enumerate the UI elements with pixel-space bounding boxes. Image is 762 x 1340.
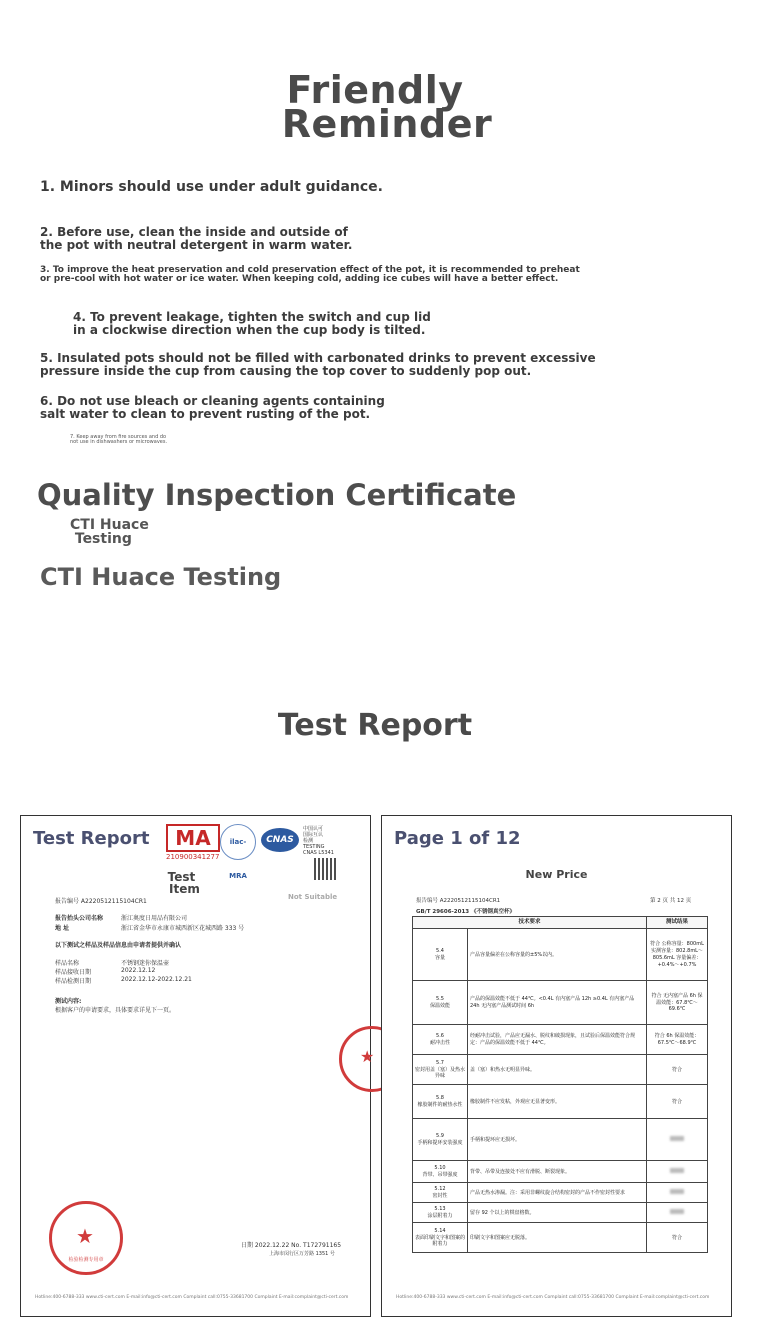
reminder-item-6 bbox=[40, 395, 385, 420]
received-date-label: 样品接收日期 bbox=[55, 969, 92, 976]
issue-date-line: 日期 2022.12.22 No. T172791165 bbox=[241, 1242, 342, 1249]
row-requirement: 经耐冲击试验，产品应无漏水、脱纹和破损现象，且试验后保温效能符合规定：产品的保温效能不低于 44℃。 bbox=[468, 1025, 647, 1055]
star-icon: ★ bbox=[76, 1224, 94, 1248]
row-requirement: 产品的保温效能不低于 44℃。<0.4L 有内塞产品 12h ≥0.4L 有内塞产品 24h 无内塞产品测试时间 6h bbox=[468, 981, 647, 1025]
report-footer: Hotline:400-6788-333 www.cti-cert.com E-mail:info@cti-cert.com Complaint call:0755-33681700 Complaint E-mail:complaint@cti-cert.com bbox=[35, 1295, 349, 1300]
reminder-item-4-line1: 4. To prevent leakage, tighten the switch and cup lid bbox=[73, 310, 431, 324]
received-date-value: 2022.12.12 bbox=[121, 967, 156, 974]
inspection-seal-stamp bbox=[49, 1201, 123, 1275]
row-requirement: 印刷文字和图案应无脱落。 bbox=[468, 1223, 647, 1253]
cnas-text-line: 国际互认 bbox=[303, 832, 324, 838]
reminder-item-6-line2: salt water to clean to prevent rusting of the pot. bbox=[40, 406, 371, 421]
row-result: 符合 公称容量：800mL 实测容量：802.8mL～805.6mL 容量偏差：+0.4%～+0.7% bbox=[647, 929, 708, 981]
reminder-item-7-line2: not use in dishwashers or microwaves. bbox=[70, 439, 168, 446]
test-report-heading: Test Report bbox=[277, 708, 473, 743]
row-result: 符合 bbox=[647, 1223, 708, 1253]
reminder-item-4-line2: in a clockwise direction when the cup body is tilted. bbox=[73, 322, 426, 337]
reminder-item-3-line2: or pre-cool with hot water or ice water. When keeping cold, adding ice cubes will have a better effect. bbox=[40, 274, 559, 285]
reminder-item-5 bbox=[40, 352, 596, 377]
table-row bbox=[413, 1203, 708, 1223]
row-requirement: 盖（塞）和热水无明显异味。 bbox=[468, 1055, 647, 1085]
col-header-requirement: 技术要求 bbox=[413, 917, 647, 929]
redacted-result bbox=[670, 1168, 684, 1173]
row-clause: 5.6 耐冲击性 bbox=[413, 1025, 468, 1055]
row-result: 符合 无内塞产品 6h 保温效能：67.8℃～69.6℃ bbox=[647, 981, 708, 1025]
star-icon: ★ bbox=[360, 1047, 375, 1066]
page-count: 第 2 页 共 12 页 bbox=[650, 898, 692, 904]
cnas-logo: CNAS bbox=[261, 828, 299, 852]
test-content-label: 测试内容: bbox=[55, 998, 82, 1005]
row-clause: 5.4 容量 bbox=[413, 929, 468, 981]
redacted-result bbox=[670, 1189, 684, 1194]
tested-date-value: 2022.12.12-2022.12.21 bbox=[121, 976, 192, 983]
table-row bbox=[413, 1055, 708, 1085]
standard-label: GB/T 29606-2013 《不锈钢真空杯》 bbox=[416, 909, 516, 915]
row-result: 符合 bbox=[647, 1085, 708, 1119]
col-header-result: 测试结果 bbox=[647, 917, 708, 929]
report-cover-title: Test Report bbox=[33, 828, 150, 849]
row-clause: 5.8 橡胶制件的耐热水性 bbox=[413, 1085, 468, 1119]
row-clause: 5.12 密封性 bbox=[413, 1183, 468, 1203]
row-result bbox=[647, 1119, 708, 1161]
reminder-item-3-line1: 3. To improve the heat preservation and cold preservation effect of the pot, it is recommended to preheat bbox=[40, 265, 580, 275]
redacted-result bbox=[670, 1136, 684, 1141]
address-label: 地 址 bbox=[55, 925, 70, 932]
certificate-heading: Quality Inspection Certificate bbox=[37, 478, 517, 512]
reminder-item-1 bbox=[40, 180, 383, 195]
redacted-result bbox=[670, 1209, 684, 1214]
spec-table bbox=[412, 916, 708, 1253]
row-requirement: 手柄和提环应无损坏。 bbox=[468, 1119, 647, 1161]
qr-code-icon bbox=[314, 858, 336, 880]
test-item-line1: Test bbox=[167, 870, 196, 884]
reminder-item-3 bbox=[40, 266, 580, 285]
reminder-item-4 bbox=[73, 311, 431, 336]
client-value: 浙江奥度日用品有限公司 bbox=[121, 915, 188, 922]
row-clause: 5.10 背带、吊带强度 bbox=[413, 1161, 468, 1183]
table-row bbox=[413, 1161, 708, 1183]
spec-table-header bbox=[413, 917, 708, 929]
row-clause: 5.13 涂层附着力 bbox=[413, 1203, 468, 1223]
reminder-item-7-line1: 7. Keep away from fire sources and do bbox=[70, 434, 167, 440]
lab-address-line: 上海市闵行区万芳路 1351 号 bbox=[269, 1251, 335, 1257]
row-requirement: 留存 92 个以上的棋盘格数。 bbox=[468, 1203, 647, 1223]
report-page-card bbox=[381, 815, 732, 1317]
certificate-small-label bbox=[70, 518, 149, 546]
table-row bbox=[413, 1223, 708, 1253]
page-footer: Hotline:400-6788-333 www.cti-cert.com E-mail:info@cti-cert.com Complaint call:0755-33681700 Complaint E-mail:complaint@cti-cert.com bbox=[396, 1295, 710, 1300]
page-report-number: 报告编号 A2220512115104CR1 bbox=[416, 898, 501, 904]
table-row bbox=[413, 1025, 708, 1055]
reminder-item-5-line2: pressure inside the cup from causing the top cover to suddenly pop out. bbox=[40, 363, 532, 378]
table-row bbox=[413, 929, 708, 981]
sample-section-heading: 以下测试之样品及样品信息由申请者提供并确认 bbox=[55, 942, 182, 949]
row-requirement: 橡胶制件不应发粘，外观应无显著变形。 bbox=[468, 1085, 647, 1119]
cma-number: 210900341277 bbox=[166, 853, 220, 861]
reminder-title-line1: Friendly bbox=[286, 68, 464, 112]
row-requirement: 背带、吊带及连接处不应有滑脱、断裂现象。 bbox=[468, 1161, 647, 1183]
row-result: 符合 bbox=[647, 1055, 708, 1085]
test-item-label bbox=[163, 871, 200, 895]
row-clause: 5.5 保温效能 bbox=[413, 981, 468, 1025]
test-item-line2: Item bbox=[169, 882, 200, 896]
not-suitable-label: Not Suitable bbox=[288, 893, 338, 901]
ilac-mra-logo: ilac-MRA bbox=[220, 824, 256, 860]
report-page-title: Page 1 of 12 bbox=[394, 828, 521, 849]
cma-logo-mark: MA bbox=[166, 824, 220, 852]
sample-name-value: 不锈钢迷你保温壶 bbox=[121, 960, 170, 967]
address-value: 浙江省金华市永康市城西新区花城西路 333 号 bbox=[121, 925, 245, 932]
test-content-value: 根据客户的申请要求，具体要求详见下一页。 bbox=[55, 1007, 176, 1014]
row-result bbox=[647, 1161, 708, 1183]
row-clause: 5.9 手柄和提环安装强度 bbox=[413, 1119, 468, 1161]
row-requirement: 产品容量偏差在公称容量的±5%以内。 bbox=[468, 929, 647, 981]
reminder-item-2-line2: the pot with neutral detergent in warm water. bbox=[40, 237, 353, 252]
cnas-text-line: TESTING bbox=[303, 844, 325, 850]
row-clause: 5.14 表面印刷文字和图案的附着力 bbox=[413, 1223, 468, 1253]
report-number: 报告编号 A2220512115104CR1 bbox=[55, 898, 147, 905]
row-result: 符合 6h 保温效能：67.5℃～68.9℃ bbox=[647, 1025, 708, 1055]
reminder-item-5-line1: 5. Insulated pots should not be filled with carbonated drinks to prevent excessive bbox=[40, 351, 596, 365]
table-row bbox=[413, 1183, 708, 1203]
table-row bbox=[413, 1085, 708, 1119]
reminder-item-7 bbox=[70, 435, 167, 446]
seal-text: 检验检测专用章 bbox=[68, 1257, 104, 1263]
row-result bbox=[647, 1183, 708, 1203]
new-price-label: New Price bbox=[525, 868, 588, 881]
cnas-logo-text bbox=[303, 826, 334, 856]
reminder-item-2 bbox=[40, 226, 352, 251]
reminder-item-6-line1: 6. Do not use bleach or cleaning agents containing bbox=[40, 394, 385, 408]
sample-name-label: 样品名称 bbox=[55, 960, 80, 967]
cma-logo bbox=[166, 824, 220, 861]
row-requirement: 产品无热水渗漏。注：采用非螺纹旋合结构密封的产品不作密封性要求 bbox=[468, 1183, 647, 1203]
table-row bbox=[413, 1119, 708, 1161]
row-clause: 5.7 密封用盖（塞）及热水异味 bbox=[413, 1055, 468, 1085]
certificate-small-line2: Testing bbox=[70, 531, 132, 547]
tested-date-label: 样品检测日期 bbox=[55, 978, 92, 985]
client-label: 报告抬头公司名称 bbox=[55, 915, 104, 922]
report-cover-card bbox=[20, 815, 375, 1317]
reminder-title-line2: Reminder bbox=[281, 102, 493, 146]
certificate-small-line1: CTI Huace bbox=[70, 517, 149, 533]
certificate-company: CTI Huace Testing bbox=[40, 563, 282, 591]
cnas-text-line: 检测 bbox=[303, 838, 314, 844]
cnas-text-line: CNAS L5341 bbox=[303, 850, 334, 856]
reminder-item-1-line1: 1. Minors should use under adult guidance. bbox=[40, 179, 383, 195]
cnas-text-line: 中国认可 bbox=[303, 826, 324, 832]
row-result bbox=[647, 1203, 708, 1223]
reminder-item-2-line1: 2. Before use, clean the inside and outside of bbox=[40, 225, 348, 239]
table-row bbox=[413, 981, 708, 1025]
